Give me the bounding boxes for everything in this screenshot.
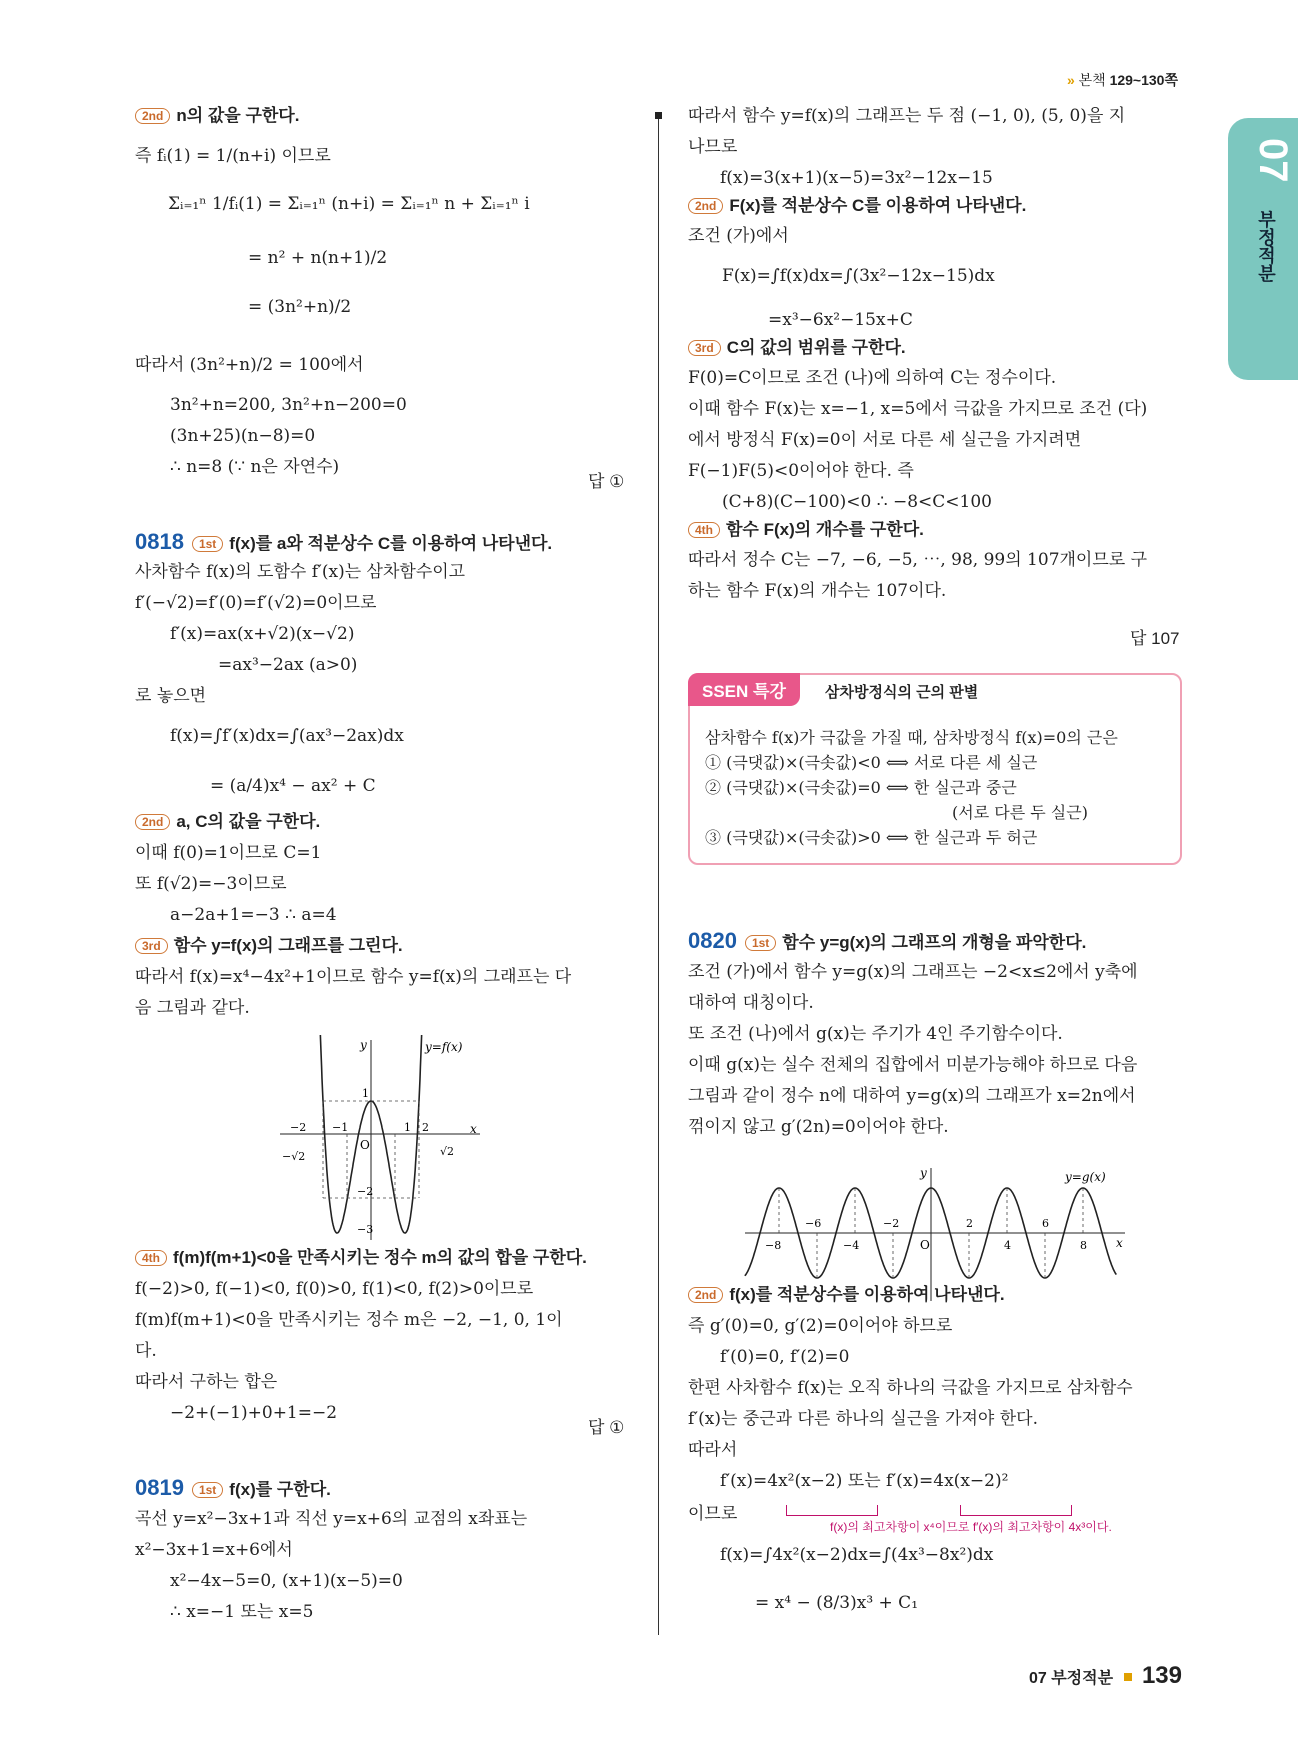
- graph1-tick: −1: [332, 1121, 349, 1134]
- ssen-title: 삼차방정식의 근의 판별: [825, 684, 979, 701]
- line-text: = (a/4)x⁴ − ax² + C: [210, 776, 376, 796]
- line-text: F(−1)F(5)<0이어야 한다. 즉: [688, 461, 914, 481]
- text-line: [170, 904, 337, 926]
- step-badge: 1st: [745, 935, 776, 951]
- line-text: 꺾이지 않고 g′(2n)=0이어야 한다.: [688, 1117, 949, 1137]
- text-line: [688, 460, 914, 482]
- ssen-line: ② (극댓값)×(극솟값)=0 ⟺ 한 실근과 중근: [705, 778, 1017, 797]
- graph-g: [740, 1163, 1130, 1303]
- graph2-curve-label: y=g(x): [1065, 1170, 1106, 1184]
- text-line: [720, 1470, 1008, 1492]
- line-text: f(x)를 a와 적분상수 C를 이용하여 나타낸다.: [229, 534, 553, 553]
- step-badge: 2nd: [135, 814, 170, 830]
- problem-number: 0819: [135, 1475, 184, 1500]
- text-line: [135, 354, 364, 376]
- text-line: [688, 105, 1125, 127]
- step-badge: 2nd: [135, 108, 170, 124]
- line-text: f(x)=∫f′(x)dx=∫(ax³−2ax)dx: [170, 726, 404, 746]
- chapter-side-tab[interactable]: [1228, 118, 1298, 380]
- line-text: 사차함수 f(x)의 도함수 f′(x)는 삼차함수이고: [135, 562, 466, 582]
- line-text: 그림과 같이 정수 n에 대하여 y=g(x)의 그래프가 x=2n에서: [688, 1086, 1136, 1106]
- step-badge: 4th: [135, 1250, 167, 1266]
- line-text: x²−4x−5=0, (x+1)(x−5)=0: [170, 1571, 403, 1591]
- text-line: [720, 167, 993, 189]
- text-line: [720, 1346, 849, 1368]
- text-line: [135, 997, 250, 1019]
- text-line: [135, 1508, 527, 1530]
- line-text: 에서 방정식 F(x)=0이 서로 다른 세 실근을 가지려면: [688, 430, 1082, 450]
- graph1-tick: 2: [422, 1121, 429, 1134]
- graph2-tick: −6: [805, 1217, 822, 1230]
- line-text: 곡선 y=x²−3x+1과 직선 y=x+6의 교점의 x좌표는: [135, 1509, 528, 1529]
- ssen-line: 삼차함수 f(x)가 극값을 가질 때, 삼차방정식 f(x)=0의 근은: [705, 728, 1118, 747]
- text-line: [168, 193, 530, 215]
- line-text: 3n²+n=200, 3n²+n−200=0: [170, 395, 407, 415]
- text-line: [688, 1054, 1137, 1076]
- text-line: [170, 1570, 403, 1592]
- text-line: [135, 1340, 157, 1362]
- line-text: f(x)=∫4x²(x−2)dx=∫(4x³−8x²)dx: [720, 1545, 994, 1565]
- ssen-line: (서로 다른 두 실근): [952, 803, 1088, 822]
- line-text: a−2a+1=−3 ∴ a=4: [170, 905, 337, 925]
- graph1-tick: −2: [290, 1121, 307, 1134]
- graph1-curve-label: y=f(x): [425, 1040, 463, 1054]
- line-text: 따라서 구하는 합은: [135, 1372, 278, 1392]
- line-text: n의 값을 구한다.: [176, 106, 300, 125]
- step-badge: 3rd: [688, 340, 721, 356]
- text-line: [135, 145, 331, 167]
- text-line: [688, 1503, 737, 1525]
- graph1-tick: −√2: [282, 1150, 306, 1163]
- line-text: 함수 F(x)의 개수를 구한다.: [726, 520, 924, 539]
- line-text: F(x)를 적분상수 C를 이용하여 나타낸다.: [729, 196, 1027, 215]
- text-line: [755, 1592, 918, 1614]
- text-line: [170, 1402, 337, 1424]
- line-text: 이때 g(x)는 실수 전체의 집합에서 미분가능해야 하므로 다음: [688, 1055, 1138, 1075]
- problem-number: 0818: [135, 529, 184, 554]
- line-text: f(x)=3(x+1)(x−5)=3x²−12x−15: [720, 168, 993, 188]
- graph1-tick: √2: [440, 1145, 455, 1158]
- line-text: f(m)f(m+1)<0을 만족시키는 정수 m은 −2, −1, 0, 1이: [135, 1310, 563, 1330]
- text-line: [170, 623, 354, 645]
- line-text: C의 값의 범위를 구한다.: [726, 338, 906, 357]
- graph1-tick: 1: [362, 1087, 369, 1100]
- step-badge: 2nd: [688, 198, 723, 214]
- step-line: [688, 195, 1026, 217]
- line-text: f′(x)=4x²(x−2) 또는 f′(x)=4x(x−2)²: [720, 1471, 1009, 1491]
- line-text: ∴ n=8 (∵ n은 자연수): [170, 457, 340, 477]
- chapter-number: 07: [1251, 138, 1295, 183]
- step-line: [688, 519, 924, 541]
- text-line: [688, 136, 737, 158]
- line-text: −2+(−1)+0+1=−2: [170, 1403, 338, 1423]
- step-line: [135, 105, 299, 127]
- ssen-line: ③ (극댓값)×(극솟값)>0 ⟺ 한 실근과 두 허근: [705, 828, 1038, 847]
- text-line: [135, 1309, 563, 1331]
- text-line: [688, 1408, 1038, 1430]
- line-text: f(x)를 구한다.: [229, 1480, 331, 1499]
- problem-heading: [688, 930, 1086, 954]
- graph2-tick: −8: [765, 1239, 782, 1252]
- footer-chapter: 07 부정적분: [1028, 1670, 1114, 1687]
- step-badge: 1st: [192, 1482, 223, 1498]
- text-line: [135, 561, 465, 583]
- text-line: [248, 296, 351, 318]
- line-text: 다.: [135, 1341, 157, 1361]
- step-badge: 4th: [688, 522, 720, 538]
- text-line: [688, 580, 946, 602]
- line-text: (C+8)(C−100)<0 ∴ −8<C<100: [722, 492, 992, 512]
- graph1-tick: −3: [357, 1223, 374, 1236]
- text-line: [210, 775, 376, 797]
- header-ref: 본책: [1078, 72, 1106, 88]
- line-text: = x⁴ − (8/3)x³ + C₁: [755, 1593, 919, 1613]
- line-text: 조건 (가)에서 함수 y=g(x)의 그래프는 −2<x≤2에서 y축에: [688, 962, 1138, 982]
- problem-heading: [135, 531, 552, 555]
- line-text: =ax³−2ax (a>0): [218, 655, 358, 675]
- text-line: [688, 1023, 1063, 1045]
- line-text: 이므로: [688, 1504, 738, 1524]
- line-text: f(−2)>0, f(−1)<0, f(0)>0, f(1)<0, f(2)>0이므로: [135, 1279, 534, 1299]
- text-line: [688, 1116, 949, 1138]
- text-line: [688, 1315, 952, 1337]
- graph2-tick: 6: [1042, 1217, 1049, 1230]
- line-text: x²−3x+1=x+6에서: [135, 1540, 293, 1560]
- text-line: [170, 394, 407, 416]
- line-text: (3n+25)(n−8)=0: [170, 426, 316, 446]
- page-footer: [1029, 1662, 1182, 1690]
- graph2-tick: −4: [843, 1239, 860, 1252]
- line-text: =x³−6x²−15x+C: [768, 310, 913, 330]
- graph2-tick: 4: [1004, 1239, 1011, 1252]
- text-line: [722, 265, 995, 287]
- graph2-y-label: y: [920, 1166, 927, 1180]
- ssen-box: [688, 673, 1182, 865]
- line-text: 또 f(√2)=−3이므로: [135, 874, 287, 894]
- text-line: [170, 725, 404, 747]
- line-text: 따라서 f(x)=x⁴−4x²+1이므로 함수 y=f(x)의 그래프는 다: [135, 967, 572, 987]
- page-number: 139: [1141, 1662, 1182, 1689]
- graph2-x-label: x: [1116, 1236, 1123, 1250]
- line-text: 로 놓으면: [135, 686, 207, 706]
- answer-box-1: 답 ①: [588, 472, 625, 491]
- step-badge: 1st: [192, 536, 223, 552]
- graph1-tick: 1: [404, 1121, 411, 1134]
- line-text: Σᵢ₌₁ⁿ 1/fᵢ(1) = Σᵢ₌₁ⁿ (n+i) = Σᵢ₌₁ⁿ n + Σᵢ₌₁ⁿ i: [168, 194, 530, 214]
- note-bracket: [960, 1505, 1072, 1516]
- header-pages: 129~130쪽: [1109, 72, 1178, 88]
- text-line: [135, 842, 321, 864]
- text-line: [688, 225, 789, 247]
- text-line: [170, 456, 339, 478]
- line-text: 함수 y=f(x)의 그래프를 그린다.: [173, 936, 403, 955]
- step-line: [135, 935, 403, 957]
- text-line: [135, 873, 287, 895]
- line-text: f(x)를 적분상수를 이용하여 나타낸다.: [729, 1285, 1005, 1304]
- text-line: [768, 309, 913, 331]
- graph2-tick: 2: [966, 1217, 973, 1230]
- text-line: [135, 1278, 533, 1300]
- text-line: [688, 1085, 1136, 1107]
- line-text: 조건 (가)에서: [688, 226, 789, 246]
- line-text: 하는 함수 F(x)의 개수는 107이다.: [688, 581, 947, 601]
- line-text: 이때 함수 F(x)는 x=−1, x=5에서 극값을 가지므로 조건 (다): [688, 399, 1148, 419]
- text-line: [248, 247, 387, 269]
- page-header: [1067, 70, 1178, 90]
- text-line: [688, 398, 1147, 420]
- line-text: 즉 fᵢ(1) = 1/(n+i) 이므로: [135, 146, 331, 166]
- text-line: [170, 1601, 313, 1623]
- text-line: [720, 1544, 993, 1566]
- text-line: [170, 425, 315, 447]
- step-badge: 3rd: [135, 938, 168, 954]
- text-line: [688, 367, 1056, 389]
- text-line: [688, 429, 1081, 451]
- step-line: [135, 1247, 587, 1269]
- line-text: = n² + n(n+1)/2: [248, 248, 388, 268]
- graph1-x-label: x: [470, 1122, 477, 1136]
- step-badge: 2nd: [688, 1287, 723, 1303]
- problem-number: 0820: [688, 928, 737, 953]
- line-text: 음 그림과 같다.: [135, 998, 250, 1018]
- text-line: [688, 1439, 737, 1461]
- line-text: ∴ x=−1 또는 x=5: [170, 1602, 314, 1622]
- problem-heading: [135, 1477, 331, 1501]
- line-text: 즉 g′(0)=0, g′(2)=0이어야 하므로: [688, 1316, 953, 1336]
- graph2-tick: 8: [1080, 1239, 1087, 1252]
- line-text: F(x)=∫f(x)dx=∫(3x²−12x−15)dx: [722, 266, 995, 286]
- line-text: F(0)=C이므로 조건 (나)에 의하여 C는 정수이다.: [688, 368, 1057, 388]
- text-line: [688, 549, 1147, 571]
- text-line: [688, 961, 1138, 983]
- line-text: 대하여 대칭이다.: [688, 993, 814, 1013]
- text-line: [135, 1539, 293, 1561]
- answer-box-2: 답 ①: [588, 1418, 625, 1437]
- text-line: [688, 992, 814, 1014]
- ssen-line: ① (극댓값)×(극솟값)<0 ⟺ 서로 다른 세 실근: [705, 753, 1038, 772]
- line-text: f′(0)=0, f′(2)=0: [720, 1347, 850, 1367]
- divider-marker: [655, 112, 662, 119]
- step-line: [688, 337, 906, 359]
- text-line: [135, 1371, 277, 1393]
- line-text: f′(−√2)=f′(0)=f′(√2)=0이므로: [135, 593, 377, 613]
- line-text: 또 조건 (나)에서 g(x)는 주기가 4인 주기함수이다.: [688, 1024, 1063, 1044]
- graph1-y-label: y: [360, 1038, 367, 1052]
- answer-box-3: 답 107: [1130, 629, 1180, 648]
- line-text: 나므로: [688, 137, 738, 157]
- line-text: a, C의 값을 구한다.: [176, 812, 321, 831]
- text-line: [135, 685, 206, 707]
- line-text: 따라서: [688, 1440, 738, 1460]
- line-text: 따라서 정수 C는 −7, −6, −5, ⋯, 98, 99의 107개이므로 구: [688, 550, 1148, 570]
- text-line: [218, 654, 357, 676]
- step-line: [135, 811, 320, 833]
- text-line: [688, 1377, 1133, 1399]
- line-text: f′(x)는 중근과 다른 하나의 실근을 가져야 한다.: [688, 1409, 1039, 1429]
- line-text: f′(x)=ax(x+√2)(x−√2): [170, 624, 355, 644]
- graph2-tick: −2: [883, 1217, 900, 1230]
- text-line: [135, 592, 376, 614]
- chevron-right-icon: »: [1066, 72, 1075, 88]
- highest-degree-note: f(x)의 최고차항이 x⁴이므로 f′(x)의 최고차항이 4x³이다.: [830, 1520, 1112, 1534]
- line-text: 따라서 함수 y=f(x)의 그래프는 두 점 (−1, 0), (5, 0)을 지: [688, 106, 1126, 126]
- graph1-tick: −2: [357, 1185, 374, 1198]
- line-text: 이때 f(0)=1이므로 C=1: [135, 843, 322, 863]
- line-text: 함수 y=g(x)의 그래프의 개형을 파악한다.: [782, 933, 1087, 952]
- line-text: f(m)f(m+1)<0을 만족시키는 정수 m의 값의 합을 구한다.: [173, 1248, 587, 1267]
- text-line: [135, 966, 571, 988]
- footer-square-icon: [1124, 1673, 1132, 1681]
- column-divider: [658, 115, 659, 1635]
- line-text: 따라서 (3n²+n)/2 = 100에서: [135, 355, 364, 375]
- chapter-title: 부정적분: [1256, 210, 1276, 282]
- graph-f: [280, 1035, 490, 1245]
- line-text: = (3n²+n)/2: [248, 297, 352, 317]
- text-line: [722, 491, 992, 513]
- ssen-badge: SSEN 특강: [688, 673, 800, 706]
- graph1-origin: O: [360, 1138, 370, 1152]
- note-bracket: [786, 1505, 878, 1516]
- line-text: 한편 사차함수 f(x)는 오직 하나의 극값을 가지므로 삼차함수: [688, 1378, 1133, 1398]
- graph2-origin: O: [920, 1238, 930, 1252]
